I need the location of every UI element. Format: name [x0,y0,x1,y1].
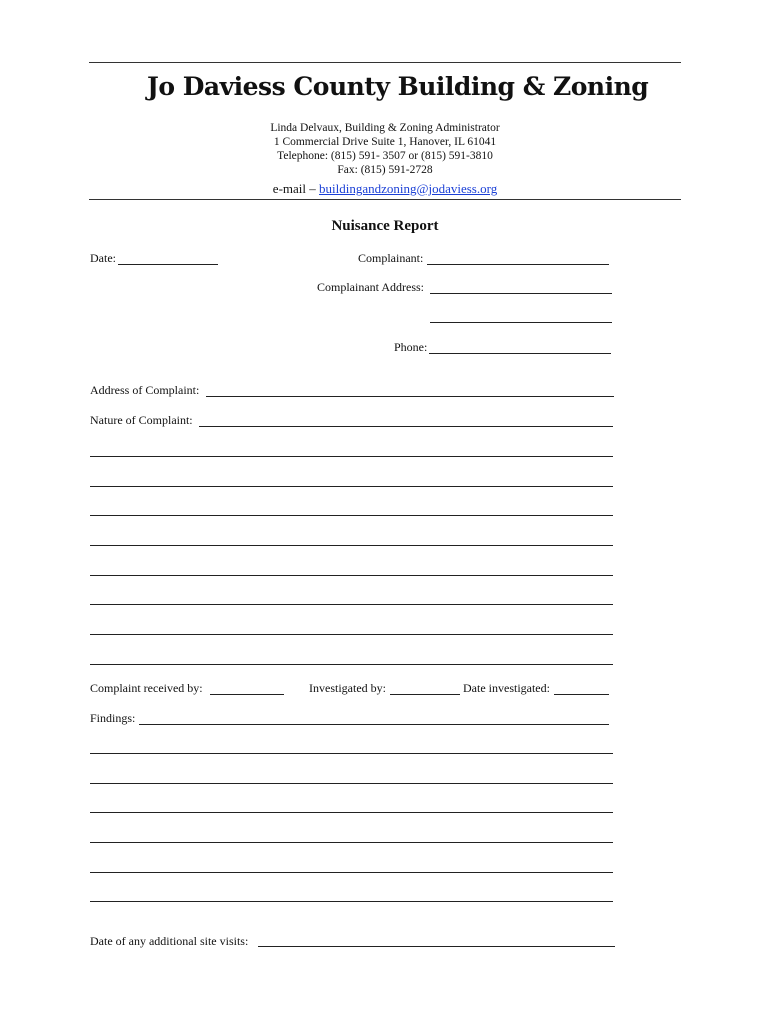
nature-line-5[interactable] [90,575,613,576]
received-by-field[interactable] [210,694,284,695]
date-investigated-field[interactable] [554,694,609,695]
complainant-address-label: Complainant Address: [317,280,424,294]
phone-label: Phone: [394,340,428,354]
findings-line-4[interactable] [90,842,613,843]
received-by-label: Complaint received by: [90,681,203,695]
nature-line-7[interactable] [90,634,613,635]
investigated-by-label: Investigated by: [309,681,386,695]
phone-field[interactable] [429,353,611,354]
header-top-rule [89,62,681,63]
address-of-complaint-field[interactable] [206,396,614,397]
complainant-address-field[interactable] [430,293,612,294]
nature-of-complaint-label: Nature of Complaint: [90,413,193,427]
nature-line-3[interactable] [90,515,613,516]
fax-line: Fax: (815) 591-2728 [337,164,433,176]
findings-line-1[interactable] [90,753,613,754]
complainant-field[interactable] [427,264,609,265]
findings-line-6[interactable] [90,901,613,902]
nature-line-2[interactable] [90,486,613,487]
additional-visits-field[interactable] [258,946,615,947]
findings-line-3[interactable] [90,812,613,813]
complainant-address-field-2[interactable] [430,322,612,323]
findings-line-5[interactable] [90,872,613,873]
date-label: Date: [90,251,116,265]
report-title: Nuisance Report [331,218,439,234]
email-label: e-mail – [272,181,320,196]
email-link[interactable]: buildingandzoning@jodaviess.org [319,181,498,196]
header-bottom-rule [89,199,681,200]
additional-visits-label: Date of any additional site visits: [90,934,249,948]
nature-of-complaint-field[interactable] [199,426,613,427]
findings-label: Findings: [90,711,136,725]
date-investigated-label: Date investigated: [463,681,550,695]
nature-line-1[interactable] [90,456,613,457]
email-line [0,181,770,197]
administrator-line: Linda Delvaux, Building & Zoning Administrator [270,122,500,134]
page-title: Jo Daviess County Building & Zoning [147,72,649,101]
findings-line-2[interactable] [90,783,613,784]
nature-line-6[interactable] [90,604,613,605]
complainant-label: Complainant: [358,251,424,265]
address-of-complaint-label: Address of Complaint: [90,383,200,397]
telephone-line: Telephone: (815) 591- 3507 or (815) 591-3810 [277,150,493,162]
nature-line-8[interactable] [90,664,613,665]
address-line: 1 Commercial Drive Suite 1, Hanover, IL 61041 [273,136,497,148]
nature-line-4[interactable] [90,545,613,546]
findings-field[interactable] [139,724,609,725]
date-field[interactable] [118,264,218,265]
investigated-by-field[interactable] [390,694,460,695]
